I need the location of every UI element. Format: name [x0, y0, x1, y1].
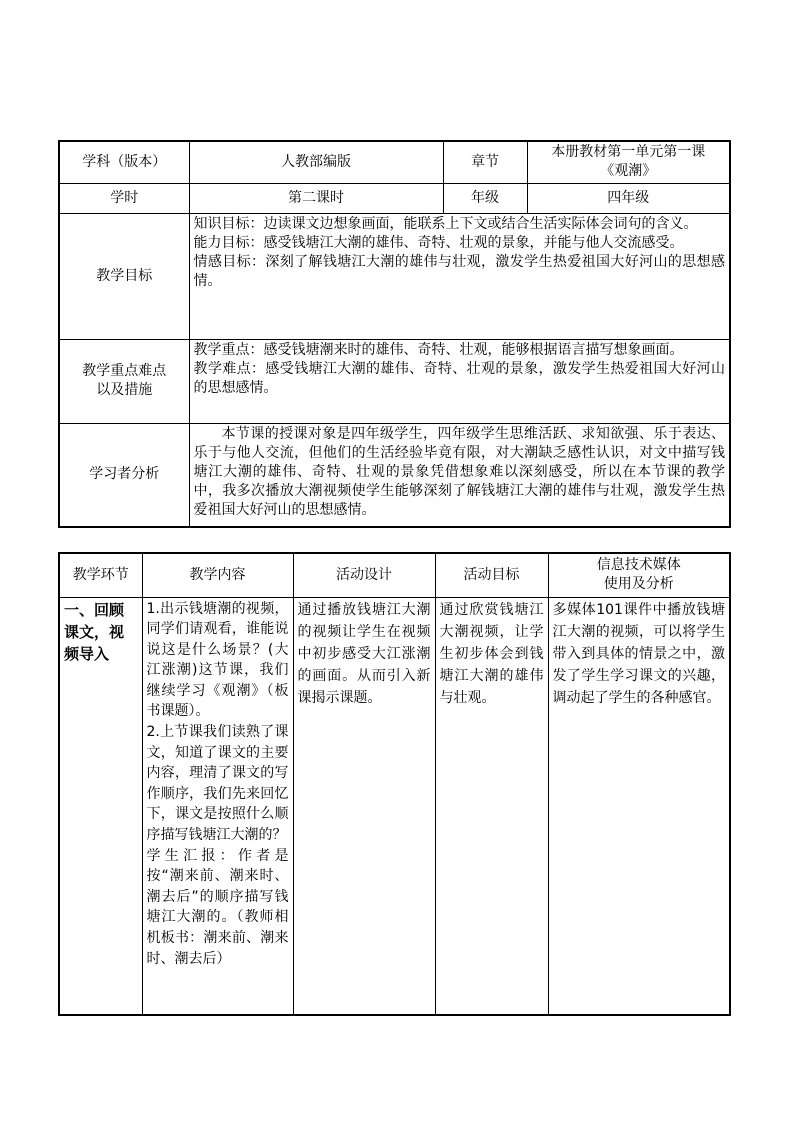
header-stage: 教学环节: [59, 553, 142, 597]
header-media-line2: 使用及分析: [603, 576, 674, 593]
hours-label: 学时: [59, 183, 189, 213]
goals-label: 教学目标: [59, 213, 189, 339]
hours-value: 第二课时: [189, 183, 443, 213]
teaching-process-table: [58, 552, 731, 1016]
header-media-line1: 信息技术媒体: [596, 557, 681, 574]
goals-content: [189, 213, 730, 339]
lesson-info-table: [58, 140, 731, 528]
chapter-value-line2: 《观潮》: [600, 163, 657, 180]
content-part: 2.上节课我们读熟了课文，知道了课文的主要内容，理清了课文的写作顺序，我们先来回忆下，课文是按照什么顺序描写钱塘江大潮的？: [146, 724, 289, 844]
header-activity: 活动设计: [293, 553, 435, 597]
grade-value: 四年级: [527, 183, 730, 213]
content-part: 学生汇报：作者是按“潮来前、潮来时、潮去后”的顺序描写钱塘江大潮的。（教师相机板书：潮来前、潮来时、潮去后）: [146, 847, 289, 967]
knowledge-goal: 知识目标：边读课文边想象画面，能联系上下文或结合生活实际体会词句的含义。: [193, 215, 698, 232]
difficult-point: 教学难点：感受钱塘江大潮的雄伟、奇特、壮观的景象，激发学生热爱祖国大好河山的思想感情。: [193, 360, 725, 396]
learner-label: 学习者分析: [59, 423, 189, 527]
keypoints-label-line2: 以及措施: [96, 382, 153, 398]
emotion-goal: 情感目标：深刻了解钱塘江大潮的雄伟与壮观，激发学生热爱祖国大好河山的思想感情。: [193, 253, 725, 289]
keypoints-content: [189, 339, 730, 423]
chapter-value-line1: 本册教材第一单元第一课: [551, 144, 706, 161]
keypoints-label-line1: 教学重点难点: [82, 363, 167, 379]
learner-content: [189, 423, 730, 527]
content-cell: [142, 597, 293, 1015]
process-header-row: [59, 553, 730, 597]
hours-row: [59, 183, 730, 213]
goals-row: [59, 213, 730, 339]
grade-label: 年级: [443, 183, 527, 213]
keypoints-row: [59, 339, 730, 423]
stage-cell: 一、回顾课文，视频导入: [59, 597, 142, 1015]
learner-text: 本节课的授课对象是四年级学生，四年级学生思维活跃、求知欲强、乐于表达、乐于与他人交流，但他们的生活经验毕竟有限，对大潮缺乏感性认识，对文中描写钱塘江大潮的雄伟、奇特、壮观的景象凭借想象难以深刻感受，所以在本节课的教学中，我多次播放大潮视频使学生能够深刻了解钱塘江大潮的雄伟与壮观，激发学生热爱祖国大好河山的思想感情。: [193, 425, 725, 518]
learner-row: [59, 423, 730, 527]
goal-cell: 通过欣赏钱塘江大潮视频，让学生初步体会到钱塘江大潮的雄伟与壮观。: [435, 597, 548, 1015]
media-cell: 多媒体101课件中播放钱塘江大潮的视频，可以将学生带入到具体的情景之中，激发了学生学习课文的兴趣，调动起了学生的各种感官。: [548, 597, 730, 1015]
subject-label: 学科（版本）: [59, 141, 189, 183]
header-content: 教学内容: [142, 553, 293, 597]
subject-value: 人教部编版: [189, 141, 443, 183]
chapter-label: 章节: [443, 141, 527, 183]
chapter-value: [527, 141, 730, 183]
subject-row: [59, 141, 730, 183]
content-part: 1.出示钱塘潮的视频，同学们请观看，谁能说说这是什么场景？(大江涨潮)这节课，我们继续学习《观潮》（板书课题）。: [146, 600, 289, 720]
activity-cell: 通过播放钱塘江大潮的视频让学生在视频中初步感受大江涨潮的画面。从而引入新课揭示课题。: [293, 597, 435, 1015]
key-point: 教学重点：感受钱塘潮来时的雄伟、奇特、壮观，能够根据语言描写想象画面。: [193, 341, 684, 358]
process-row: [59, 597, 730, 1015]
header-goal: 活动目标: [435, 553, 548, 597]
keypoints-label: [59, 339, 189, 423]
header-media: [548, 553, 730, 597]
ability-goal: 能力目标：感受钱塘江大潮的雄伟、奇特、壮观的景象，并能与他人交流感受。: [193, 234, 684, 251]
